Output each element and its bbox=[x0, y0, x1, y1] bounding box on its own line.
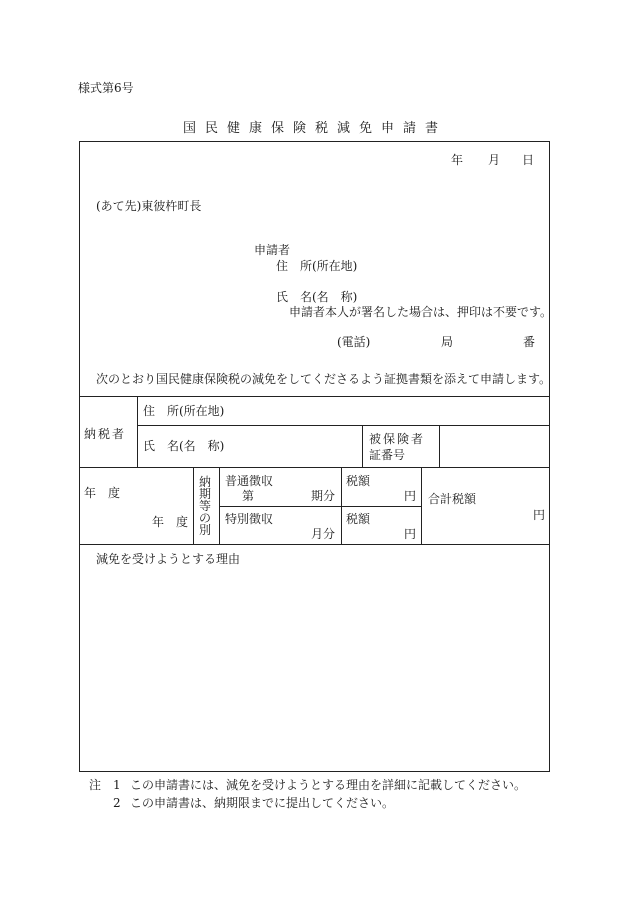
date-year-label: 年 bbox=[451, 153, 464, 167]
rule-nendo-divider bbox=[193, 467, 194, 544]
note-2-number: 2 bbox=[113, 796, 121, 810]
rule-total-divider bbox=[421, 467, 422, 544]
tax-amount-label-2: 税額 bbox=[346, 512, 371, 526]
rule-taxpayer-mid bbox=[137, 425, 550, 426]
rule-tax-bottom bbox=[79, 544, 550, 545]
yen-label-1: 円 bbox=[404, 489, 417, 503]
signature-note: 申請者本人が署名した場合は、押印は不要です。 bbox=[289, 305, 553, 319]
date-day-label: 日 bbox=[522, 153, 535, 167]
applicant-address-label: 住 所(所在地) bbox=[276, 259, 358, 273]
intro-text: 次のとおり国民健康保険税の減免をしてくださるよう証拠書類を添えて申請します。 bbox=[96, 372, 552, 386]
date-month-label: 月 bbox=[488, 153, 501, 167]
notes-mark: 注 bbox=[89, 778, 102, 792]
month-suffix-label: 月分 bbox=[311, 527, 336, 541]
phone-label: (電話) bbox=[337, 335, 371, 349]
phone-number-label: 番 bbox=[523, 335, 536, 349]
ordinary-collection-label: 普通徴収 bbox=[225, 474, 274, 488]
special-collection-label: 特別徴収 bbox=[225, 512, 274, 526]
note-1-text: この申請書には、減免を受けようとする理由を詳細に記載してください。 bbox=[130, 778, 527, 792]
insured-number-label: 被保険者 bbox=[369, 432, 426, 446]
applicant-label: 申請者 bbox=[254, 243, 291, 257]
rule-amount-divider bbox=[341, 467, 342, 544]
total-tax-label: 合計税額 bbox=[428, 492, 477, 506]
rule-taxpayer-label-divider bbox=[137, 396, 138, 467]
yen-label-3: 円 bbox=[533, 508, 546, 522]
form-number: 様式第6号 bbox=[78, 81, 134, 95]
taxpayer-label: 納税者 bbox=[84, 427, 127, 441]
period-suffix-label: 期分 bbox=[311, 489, 336, 503]
reason-label: 減免を受けようとする理由 bbox=[96, 552, 241, 566]
tax-amount-label-1: 税額 bbox=[346, 474, 371, 488]
payment-period-label: 納期等の別 bbox=[198, 475, 211, 537]
note-1-number: 1 bbox=[113, 778, 121, 792]
note-2-text: この申請書は、納期限までに提出してください。 bbox=[130, 796, 395, 810]
fiscal-year-label: 年 度 bbox=[84, 486, 121, 500]
rule-taxpayer-bottom bbox=[79, 467, 550, 468]
insured-number-label-2: 証番号 bbox=[369, 448, 406, 462]
period-prefix-label: 第 bbox=[242, 489, 255, 503]
yen-label-2: 円 bbox=[404, 527, 417, 541]
rule-name-divider bbox=[362, 425, 363, 467]
rule-insured-divider bbox=[439, 425, 440, 467]
form-frame bbox=[79, 141, 553, 772]
phone-exchange-label: 局 bbox=[441, 335, 454, 349]
form-title: 国民健康保険税減免申請書 bbox=[182, 121, 447, 136]
addressee: (あて先)東彼杵町長 bbox=[96, 199, 202, 213]
rule-tax-mid bbox=[219, 506, 421, 507]
taxpayer-address-label: 住 所(所在地) bbox=[143, 404, 225, 418]
rule-nouki-divider bbox=[219, 467, 220, 544]
applicant-name-label: 氏 名(名 称) bbox=[276, 290, 358, 304]
taxpayer-name-label: 氏 名(名 称) bbox=[143, 439, 225, 453]
rule-taxpayer-top bbox=[79, 396, 550, 397]
fiscal-year-label-2: 年 度 bbox=[152, 515, 189, 529]
